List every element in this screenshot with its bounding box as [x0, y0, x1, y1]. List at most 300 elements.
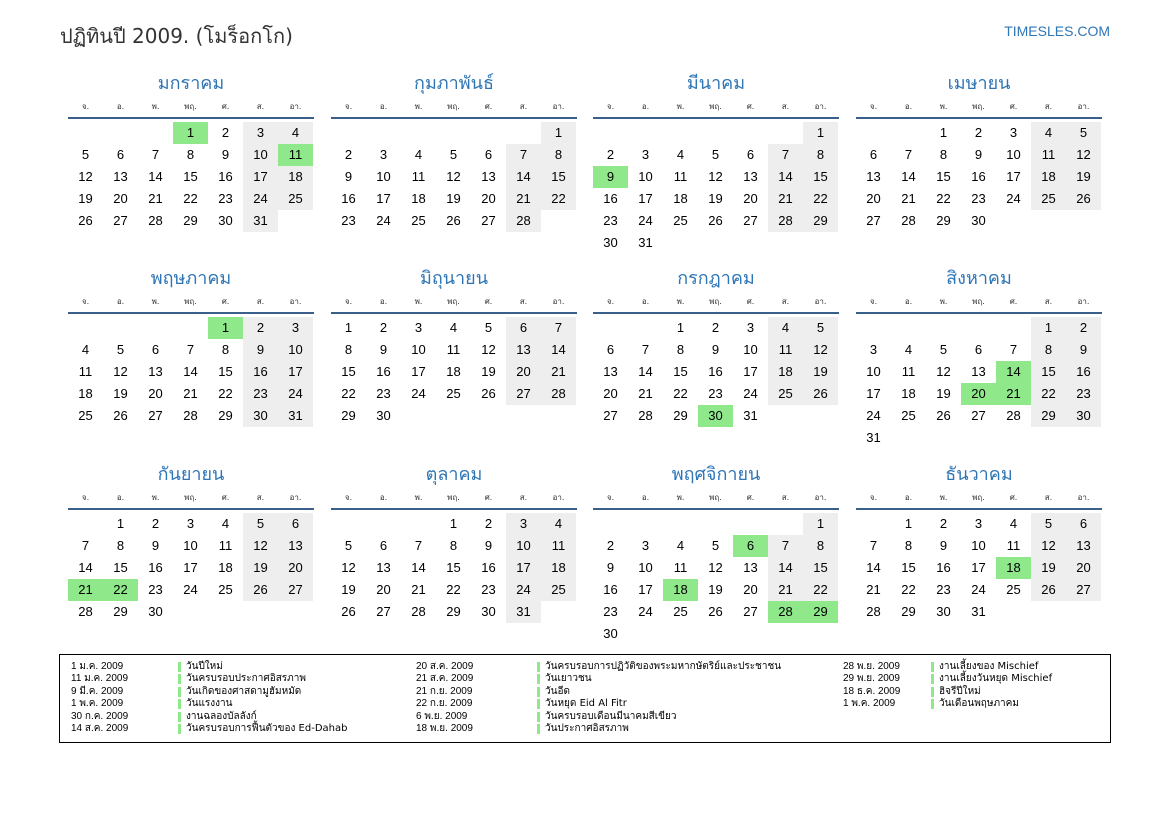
- day-cell: 16: [936, 560, 951, 575]
- day-cell: 2: [243, 317, 278, 339]
- day-cell: 16: [148, 560, 163, 575]
- day-cell: 14: [768, 557, 803, 579]
- day-cell: 3: [974, 516, 983, 531]
- day-cell: 17: [278, 361, 313, 383]
- day-cell: 15: [673, 364, 688, 379]
- day-cell: 26: [481, 386, 496, 401]
- legend-marker: [178, 712, 181, 722]
- day-cell: 21: [411, 582, 426, 597]
- holiday-day-cell: 18: [996, 557, 1031, 579]
- day-cell: 17: [743, 364, 758, 379]
- day-cell: 5: [803, 317, 838, 339]
- day-cell: 5: [711, 538, 720, 553]
- day-cell: 11: [541, 535, 576, 557]
- day-cell: 2: [221, 125, 230, 140]
- day-cell: 18: [78, 386, 93, 401]
- day-cell: 6: [484, 147, 493, 162]
- day-cell: 27: [603, 408, 618, 423]
- day-cell: 23: [603, 213, 618, 228]
- legend-holiday-name: วันครบรอบการปฏิวัติของพระมหากษัตริย์และประชาชน: [545, 661, 782, 672]
- day-cell: 25: [278, 188, 313, 210]
- weekday-label: พฤ.: [709, 102, 722, 111]
- day-cell: 18: [1031, 166, 1066, 188]
- day-cell: 30: [936, 604, 951, 619]
- legend-date: 20 ส.ค. 2009: [416, 661, 474, 672]
- day-cell: 12: [78, 169, 93, 184]
- legend-date: 28 พ.ย. 2009: [843, 661, 900, 672]
- weekday-label: พ.: [676, 102, 685, 111]
- day-cell: 19: [1031, 557, 1066, 579]
- weekday-label: อา.: [814, 102, 827, 111]
- legend-holiday-name: วันอีด: [545, 685, 570, 697]
- day-cell: 10: [506, 535, 541, 557]
- day-cell: 2: [606, 147, 615, 162]
- weekday-label: พฤ.: [184, 297, 197, 306]
- holiday-day-cell: 21: [996, 383, 1031, 405]
- day-cell: 9: [221, 147, 230, 162]
- day-cell: 20: [481, 191, 496, 206]
- day-cell: 19: [341, 582, 356, 597]
- day-cell: 2: [974, 125, 983, 140]
- weekday-label: พ.: [676, 297, 685, 306]
- weekday-label: พ.: [939, 102, 948, 111]
- day-cell: 26: [708, 213, 723, 228]
- day-cell: 1: [344, 320, 353, 335]
- day-cell: 23: [243, 383, 278, 405]
- day-cell: 13: [866, 169, 881, 184]
- day-cell: 14: [541, 339, 576, 361]
- day-cell: 18: [278, 166, 313, 188]
- month-name: พฤศจิกายน: [671, 464, 761, 485]
- day-cell: 20: [866, 191, 881, 206]
- day-cell: 1: [939, 125, 948, 140]
- day-cell: 6: [974, 342, 983, 357]
- day-cell: 24: [743, 386, 758, 401]
- month-name: เมษายน: [947, 73, 1011, 94]
- holiday-day-cell: 30: [698, 405, 733, 427]
- weekday-label: ส.: [519, 493, 528, 502]
- day-cell: 18: [411, 191, 426, 206]
- weekday-label: ส.: [1044, 493, 1053, 502]
- day-cell: 2: [606, 538, 615, 553]
- legend-holiday-name: ฮิจรีปีใหม่: [939, 685, 981, 697]
- day-cell: 26: [78, 213, 93, 228]
- day-cell: 10: [638, 560, 653, 575]
- day-cell: 10: [278, 339, 313, 361]
- day-cell: 9: [379, 342, 388, 357]
- day-cell: 26: [1031, 579, 1066, 601]
- day-cell: 18: [446, 364, 461, 379]
- day-cell: 30: [971, 213, 986, 228]
- legend-date: 1 พ.ค. 2009: [71, 698, 124, 710]
- day-cell: 26: [1066, 188, 1101, 210]
- weekday-label: จ.: [81, 102, 90, 111]
- month-name: มกราคม: [157, 73, 225, 94]
- day-cell: 15: [1031, 361, 1066, 383]
- weekday-label: ศ.: [1009, 493, 1018, 502]
- day-cell: 31: [278, 405, 313, 427]
- day-cell: 22: [803, 188, 838, 210]
- day-cell: 13: [603, 364, 618, 379]
- day-cell: 28: [1006, 408, 1021, 423]
- day-cell: 27: [1066, 579, 1101, 601]
- day-cell: 28: [148, 213, 163, 228]
- day-cell: 8: [803, 144, 838, 166]
- day-cell: 13: [481, 169, 496, 184]
- day-cell: 20: [1066, 557, 1101, 579]
- day-cell: 4: [414, 147, 423, 162]
- weekday-label: อา.: [552, 297, 565, 306]
- day-cell: 13: [743, 169, 758, 184]
- day-cell: 10: [866, 364, 881, 379]
- header-divider: [856, 117, 1102, 119]
- weekday-label: พฤ.: [184, 493, 197, 502]
- day-cell: 8: [221, 342, 230, 357]
- day-cell: 17: [866, 386, 881, 401]
- weekday-label: จ.: [869, 102, 878, 111]
- legend-holiday-name: วันประกาศอิสรภาพ: [545, 722, 629, 734]
- weekday-label: อา.: [289, 297, 302, 306]
- day-cell: 15: [341, 364, 356, 379]
- weekday-label: พ.: [414, 297, 423, 306]
- legend-marker: [931, 699, 934, 709]
- weekday-label: ส.: [781, 493, 790, 502]
- legend-date: 1 ม.ค. 2009: [71, 661, 124, 672]
- day-cell: 19: [803, 361, 838, 383]
- day-cell: 24: [1006, 191, 1021, 206]
- day-cell: 24: [183, 582, 198, 597]
- header-divider: [593, 508, 839, 510]
- day-cell: 1: [803, 513, 838, 535]
- header-divider: [593, 117, 839, 119]
- day-cell: 27: [866, 213, 881, 228]
- day-cell: 31: [971, 604, 986, 619]
- day-cell: 29: [341, 408, 356, 423]
- day-cell: 7: [904, 147, 913, 162]
- day-cell: 25: [541, 579, 576, 601]
- day-cell: 18: [541, 557, 576, 579]
- day-cell: 8: [1031, 339, 1066, 361]
- day-cell: 6: [506, 317, 541, 339]
- day-cell: 28: [78, 604, 93, 619]
- day-cell: 17: [638, 582, 653, 597]
- weekday-label: พฤ.: [447, 297, 460, 306]
- day-cell: 28: [901, 213, 916, 228]
- month-name: มิถุนายน: [419, 268, 489, 289]
- day-cell: 5: [939, 342, 948, 357]
- day-cell: 14: [866, 560, 881, 575]
- day-cell: 21: [866, 582, 881, 597]
- day-cell: 22: [673, 386, 688, 401]
- day-cell: 12: [936, 364, 951, 379]
- day-cell: 10: [971, 538, 986, 553]
- legend-marker: [931, 674, 934, 684]
- holiday-day-cell: 9: [593, 166, 628, 188]
- weekday-header: [856, 294, 1102, 310]
- day-cell: 18: [901, 386, 916, 401]
- legend-marker: [537, 724, 540, 734]
- day-cell: 23: [148, 582, 163, 597]
- day-cell: 7: [81, 538, 90, 553]
- day-cell: 6: [746, 147, 755, 162]
- weekday-label: ศ.: [484, 493, 493, 502]
- day-cell: 22: [341, 386, 356, 401]
- day-cell: 22: [541, 188, 576, 210]
- weekday-label: จ.: [344, 297, 353, 306]
- weekday-label: พฤ.: [972, 297, 985, 306]
- site-link[interactable]: TIMESLES.COM: [1004, 23, 1110, 39]
- weekday-label: พฤ.: [972, 102, 985, 111]
- day-cell: 23: [218, 191, 233, 206]
- legend-date: 30 ก.ค. 2009: [71, 710, 129, 722]
- holiday-day-cell: 28: [768, 601, 803, 623]
- day-cell: 28: [768, 210, 803, 232]
- weekday-label: อา.: [552, 493, 565, 502]
- weekday-label: พ.: [414, 493, 423, 502]
- day-cell: 9: [606, 560, 615, 575]
- day-cell: 6: [606, 342, 615, 357]
- day-cell: 19: [481, 364, 496, 379]
- day-cell: 29: [803, 210, 838, 232]
- day-cell: 31: [638, 235, 653, 250]
- day-cell: 29: [446, 604, 461, 619]
- weekday-label: ศ.: [746, 102, 755, 111]
- month-name: สิงหาคม: [946, 268, 1012, 289]
- header-divider: [593, 312, 839, 314]
- weekday-label: ศ.: [484, 102, 493, 111]
- day-cell: 4: [904, 342, 913, 357]
- day-cell: 1: [541, 122, 576, 144]
- day-cell: 12: [803, 339, 838, 361]
- weekday-label: อา.: [289, 493, 302, 502]
- day-cell: 11: [446, 342, 461, 357]
- day-cell: 19: [446, 191, 461, 206]
- day-cell: 11: [673, 560, 688, 575]
- day-cell: 20: [743, 191, 758, 206]
- legend-holiday-name: งานฉลองบัลลังก์: [186, 710, 257, 722]
- day-cell: 18: [673, 191, 688, 206]
- month-name: พฤษภาคม: [150, 268, 232, 289]
- weekday-label: พฤ.: [447, 102, 460, 111]
- legend-date: 9 มี.ค. 2009: [71, 685, 124, 697]
- day-cell: 5: [1031, 513, 1066, 535]
- day-cell: 2: [344, 147, 353, 162]
- day-cell: 27: [743, 604, 758, 619]
- weekday-label: จ.: [344, 493, 353, 502]
- day-cell: 13: [1066, 535, 1101, 557]
- day-cell: 3: [243, 122, 278, 144]
- day-cell: 14: [768, 166, 803, 188]
- day-cell: 1: [116, 516, 125, 531]
- day-cell: 21: [148, 191, 163, 206]
- legend-holiday-name: งานเลี้ยงวันหยุด Mischief: [939, 673, 1053, 685]
- day-cell: 7: [641, 342, 650, 357]
- legend-date: 22 ก.ย. 2009: [416, 698, 473, 710]
- weekday-label: จ.: [606, 493, 615, 502]
- weekday-label: อ.: [379, 102, 388, 111]
- legend-holiday-name: งานเลี้ยงของ Mischief: [939, 661, 1039, 672]
- day-cell: 17: [1006, 169, 1021, 184]
- day-cell: 29: [113, 604, 128, 619]
- day-cell: 8: [186, 147, 195, 162]
- day-cell: 15: [803, 166, 838, 188]
- day-cell: 12: [481, 342, 496, 357]
- day-cell: 15: [541, 166, 576, 188]
- day-cell: 21: [183, 386, 198, 401]
- weekday-label: ศ.: [1009, 102, 1018, 111]
- day-cell: 30: [218, 213, 233, 228]
- day-cell: 7: [541, 317, 576, 339]
- holiday-day-cell: 20: [961, 383, 996, 405]
- day-cell: 13: [278, 535, 313, 557]
- day-cell: 25: [1006, 582, 1021, 597]
- day-cell: 22: [446, 582, 461, 597]
- day-cell: 19: [113, 386, 128, 401]
- month-name: กรกฎาคม: [677, 268, 755, 289]
- legend-date: 14 ส.ค. 2009: [71, 722, 129, 734]
- day-cell: 15: [218, 364, 233, 379]
- day-cell: 10: [638, 169, 653, 184]
- day-cell: 13: [506, 339, 541, 361]
- day-cell: 1: [803, 122, 838, 144]
- day-cell: 13: [376, 560, 391, 575]
- day-cell: 23: [1066, 383, 1101, 405]
- legend-date: 1 พ.ค. 2009: [843, 698, 896, 710]
- day-cell: 15: [803, 557, 838, 579]
- day-cell: 4: [541, 513, 576, 535]
- day-cell: 19: [243, 557, 278, 579]
- day-cell: 7: [1009, 342, 1018, 357]
- header-divider: [68, 117, 314, 119]
- holiday-day-cell: 1: [208, 317, 243, 339]
- day-cell: 30: [376, 408, 391, 423]
- day-cell: 25: [1031, 188, 1066, 210]
- day-cell: 12: [1031, 535, 1066, 557]
- legend-date: 21 ก.ย. 2009: [416, 685, 473, 697]
- day-cell: 24: [638, 604, 653, 619]
- day-cell: 5: [1066, 122, 1101, 144]
- weekday-label: พ.: [939, 493, 948, 502]
- day-cell: 16: [603, 191, 618, 206]
- day-cell: 8: [344, 342, 353, 357]
- header-divider: [856, 508, 1102, 510]
- day-cell: 16: [971, 169, 986, 184]
- day-cell: 10: [1006, 147, 1021, 162]
- weekday-label: จ.: [869, 297, 878, 306]
- weekday-label: อ.: [116, 493, 125, 502]
- day-cell: 16: [218, 169, 233, 184]
- day-cell: 7: [186, 342, 195, 357]
- day-cell: 1: [1031, 317, 1066, 339]
- day-cell: 11: [218, 538, 233, 553]
- legend-marker: [537, 674, 540, 684]
- day-cell: 4: [221, 516, 230, 531]
- day-cell: 27: [113, 213, 128, 228]
- day-cell: 5: [344, 538, 353, 553]
- day-cell: 8: [904, 538, 913, 553]
- day-cell: 26: [936, 408, 951, 423]
- day-cell: 24: [411, 386, 426, 401]
- day-cell: 15: [113, 560, 128, 575]
- weekday-label: ศ.: [746, 297, 755, 306]
- legend-marker: [178, 724, 181, 734]
- weekday-header: [68, 294, 314, 310]
- day-cell: 5: [243, 513, 278, 535]
- day-cell: 7: [506, 144, 541, 166]
- page-title: ปฏิทินปี 2009. (โมร็อกโก): [60, 24, 293, 48]
- day-cell: 20: [278, 557, 313, 579]
- legend-holiday-name: วันเกิดของศาสดามูฮัมหมัด: [186, 685, 302, 697]
- day-cell: 19: [936, 386, 951, 401]
- day-cell: 12: [446, 169, 461, 184]
- weekday-label: อา.: [814, 297, 827, 306]
- day-cell: 18: [218, 560, 233, 575]
- weekday-label: อ.: [904, 297, 913, 306]
- day-cell: 16: [243, 361, 278, 383]
- day-cell: 26: [113, 408, 128, 423]
- day-cell: 28: [638, 408, 653, 423]
- day-cell: 9: [484, 538, 493, 553]
- day-cell: 4: [1009, 516, 1018, 531]
- day-cell: 26: [446, 213, 461, 228]
- legend-marker: [537, 687, 540, 697]
- day-cell: 14: [183, 364, 198, 379]
- day-cell: 30: [1066, 405, 1101, 427]
- day-cell: 30: [603, 235, 618, 250]
- day-cell: 14: [506, 166, 541, 188]
- day-cell: 28: [183, 408, 198, 423]
- weekday-label: อา.: [1077, 102, 1090, 111]
- weekday-label: ส.: [1044, 297, 1053, 306]
- weekday-label: จ.: [81, 493, 90, 502]
- day-cell: 12: [243, 535, 278, 557]
- day-cell: 17: [183, 560, 198, 575]
- day-cell: 9: [711, 342, 720, 357]
- day-cell: 27: [743, 213, 758, 228]
- day-cell: 14: [411, 560, 426, 575]
- day-cell: 31: [506, 601, 541, 623]
- day-cell: 4: [676, 538, 685, 553]
- day-cell: 3: [746, 320, 755, 335]
- weekday-header: [856, 99, 1102, 115]
- holiday-day-cell: 21: [68, 579, 103, 601]
- day-cell: 4: [768, 317, 803, 339]
- day-cell: 10: [743, 342, 758, 357]
- day-cell: 8: [676, 342, 685, 357]
- day-cell: 17: [376, 191, 391, 206]
- day-cell: 14: [78, 560, 93, 575]
- day-cell: 29: [218, 408, 233, 423]
- day-cell: 26: [803, 383, 838, 405]
- day-cell: 12: [113, 364, 128, 379]
- day-cell: 10: [183, 538, 198, 553]
- day-cell: 29: [183, 213, 198, 228]
- day-cell: 3: [641, 538, 650, 553]
- holiday-day-cell: 14: [996, 361, 1031, 383]
- month-name: ธันวาคม: [945, 464, 1013, 485]
- day-cell: 26: [243, 579, 278, 601]
- legend-marker: [537, 699, 540, 709]
- weekday-header: [856, 490, 1102, 506]
- day-cell: 19: [78, 191, 93, 206]
- day-cell: 27: [278, 579, 313, 601]
- day-cell: 23: [481, 582, 496, 597]
- day-cell: 21: [768, 579, 803, 601]
- weekday-label: พฤ.: [709, 297, 722, 306]
- day-cell: 19: [708, 191, 723, 206]
- day-cell: 2: [1066, 317, 1101, 339]
- weekday-label: ส.: [519, 297, 528, 306]
